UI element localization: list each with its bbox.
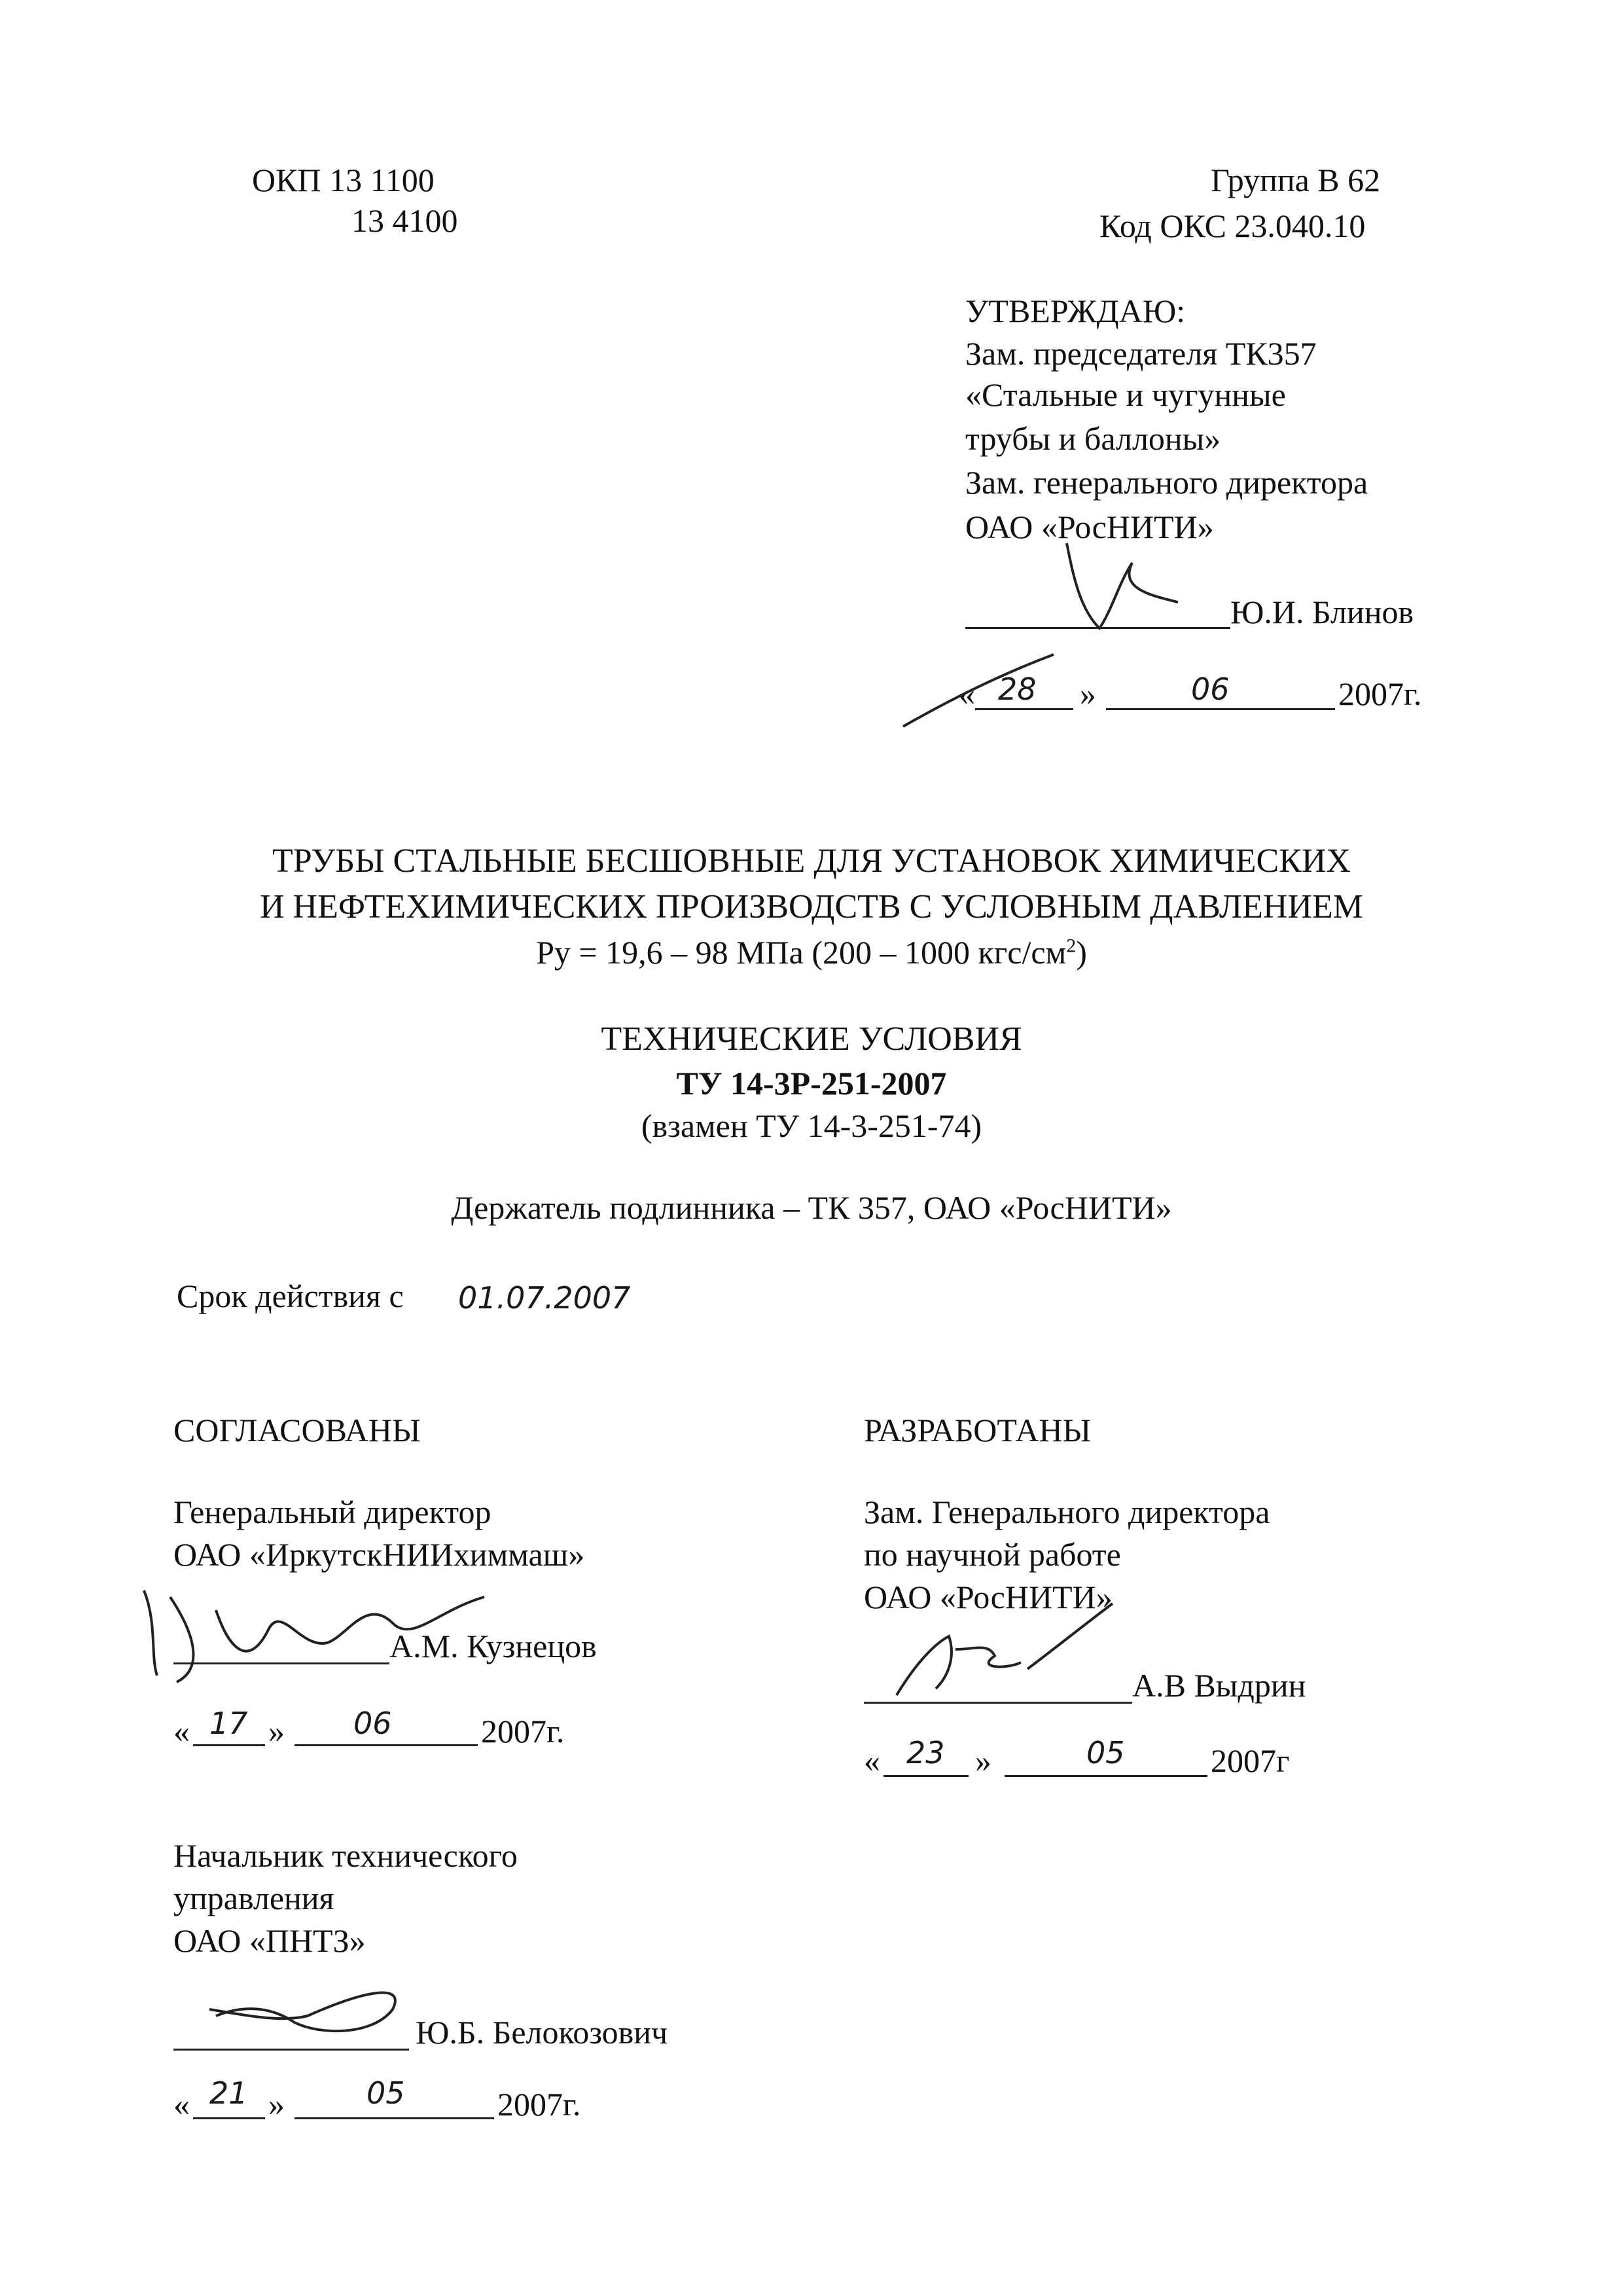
title-line-2: И НЕФТЕХИМИЧЕСКИХ ПРОИЗВОДСТВ С УСЛОВНЫМ ДАВЛЕНИЕМ [259, 888, 1363, 925]
approval-line: Зам. председателя ТК357 [965, 335, 1317, 372]
developed-date-year: 2007г [1211, 1742, 1290, 1779]
developed-line: по научной работе [864, 1536, 1121, 1573]
developed-date-open: « [864, 1742, 880, 1779]
pressure-close: ) [1076, 934, 1087, 971]
title-line-3 [0, 936, 1623, 969]
approval-date-open: « [959, 675, 975, 712]
approval-signature [1021, 537, 1191, 641]
agreed-date-month: 06 [353, 1706, 392, 1741]
date-line [1005, 1775, 1207, 1777]
developed-line: ОАО «РосНИТИ» [864, 1579, 1113, 1615]
date-line [294, 2117, 494, 2119]
oks-code: Код ОКС 23.040.10 [1099, 207, 1366, 244]
validity-label: Срок действия с [177, 1278, 404, 1314]
agreed-signer-2: Ю.Б. Белокозович [416, 2014, 668, 2051]
developed-date-close: » [975, 1742, 991, 1779]
approval-heading: УТВЕРЖДАЮ: [965, 293, 1186, 329]
spec-number: ТУ 14-3Р-251-2007 [676, 1065, 947, 1102]
approval-line: «Стальные и чугунные [965, 376, 1286, 413]
approval-date-day: 28 [998, 672, 1037, 707]
agreed-line: Генеральный директор [173, 1494, 491, 1530]
agreed-line: Начальник технического [173, 1837, 518, 1874]
developed-heading: РАЗРАБОТАНЫ [864, 1412, 1092, 1448]
title-line-1: ТРУБЫ СТАЛЬНЫЕ БЕСШОВНЫЕ ДЛЯ УСТАНОВОК ХИМИЧЕСКИХ [272, 842, 1351, 880]
agreed-date-year: 2007г. [497, 2086, 581, 2123]
agreed-line: управления [173, 1880, 334, 1916]
agreed-date-close: » [268, 2086, 285, 2123]
okp-code: ОКП 13 1100 [252, 162, 435, 198]
agreed-date-close: » [268, 1713, 285, 1749]
date-line [883, 1775, 969, 1777]
approval-line: ОАО «РосНИТИ» [965, 509, 1214, 545]
validity-date: 01.07.2007 [458, 1280, 631, 1316]
approval-date-close: » [1080, 675, 1096, 712]
spec-type: ТЕХНИЧЕСКИЕ УСЛОВИЯ [601, 1020, 1022, 1058]
developed-date-month: 05 [1086, 1735, 1125, 1770]
approval-stroke [897, 648, 1067, 733]
agreed-date-day: 17 [209, 1706, 248, 1741]
spec-replaces: (взамен ТУ 14-3-251-74) [641, 1107, 982, 1144]
agreed-line: ОАО «ИркутскНИИхиммаш» [173, 1536, 585, 1573]
agreed-date-day: 21 [209, 2075, 248, 2111]
date-line [193, 2117, 265, 2119]
agreed-heading: СОГЛАСОВАНЫ [173, 1412, 421, 1448]
original-holder: Держатель подлинника – ТК 357, ОАО «РосНИТИ» [451, 1189, 1172, 1226]
approval-line: трубы и баллоны» [965, 420, 1221, 457]
pressure-range: Ру = 19,6 – 98 МПа (200 – 1000 кгс/см [536, 934, 1067, 971]
date-line [1106, 708, 1335, 710]
developed-date-day: 23 [906, 1735, 945, 1770]
agreed-signer-1: А.М. Кузнецов [389, 1628, 597, 1664]
date-line [294, 1744, 478, 1746]
approval-date-month: 06 [1191, 672, 1230, 707]
agreed-date-year: 2007г. [481, 1713, 565, 1749]
okp-code-second: 13 4100 [351, 202, 458, 239]
agreed-line: ОАО «ПНТЗ» [173, 1922, 366, 1959]
agreed-date-open: « [173, 1713, 190, 1749]
agreed-date-month: 05 [366, 2075, 405, 2111]
agreed-signature-2 [196, 1970, 419, 2042]
date-line [193, 1744, 265, 1746]
agreed-signature-1 [131, 1571, 497, 1689]
approval-date-year: 2007г. [1338, 675, 1422, 712]
approval-line: Зам. генерального директора [965, 464, 1368, 501]
approval-signer: Ю.И. Блинов [1230, 594, 1414, 630]
developed-signer: А.В Выдрин [1132, 1667, 1306, 1704]
agreed-date-open: « [173, 2086, 190, 2123]
developed-line: Зам. Генерального директора [864, 1494, 1270, 1530]
signature-line [173, 2049, 409, 2051]
pressure-superscript: 2 [1066, 935, 1077, 957]
group-code: Группа В 62 [1211, 162, 1381, 198]
developed-signature [877, 1597, 1152, 1708]
